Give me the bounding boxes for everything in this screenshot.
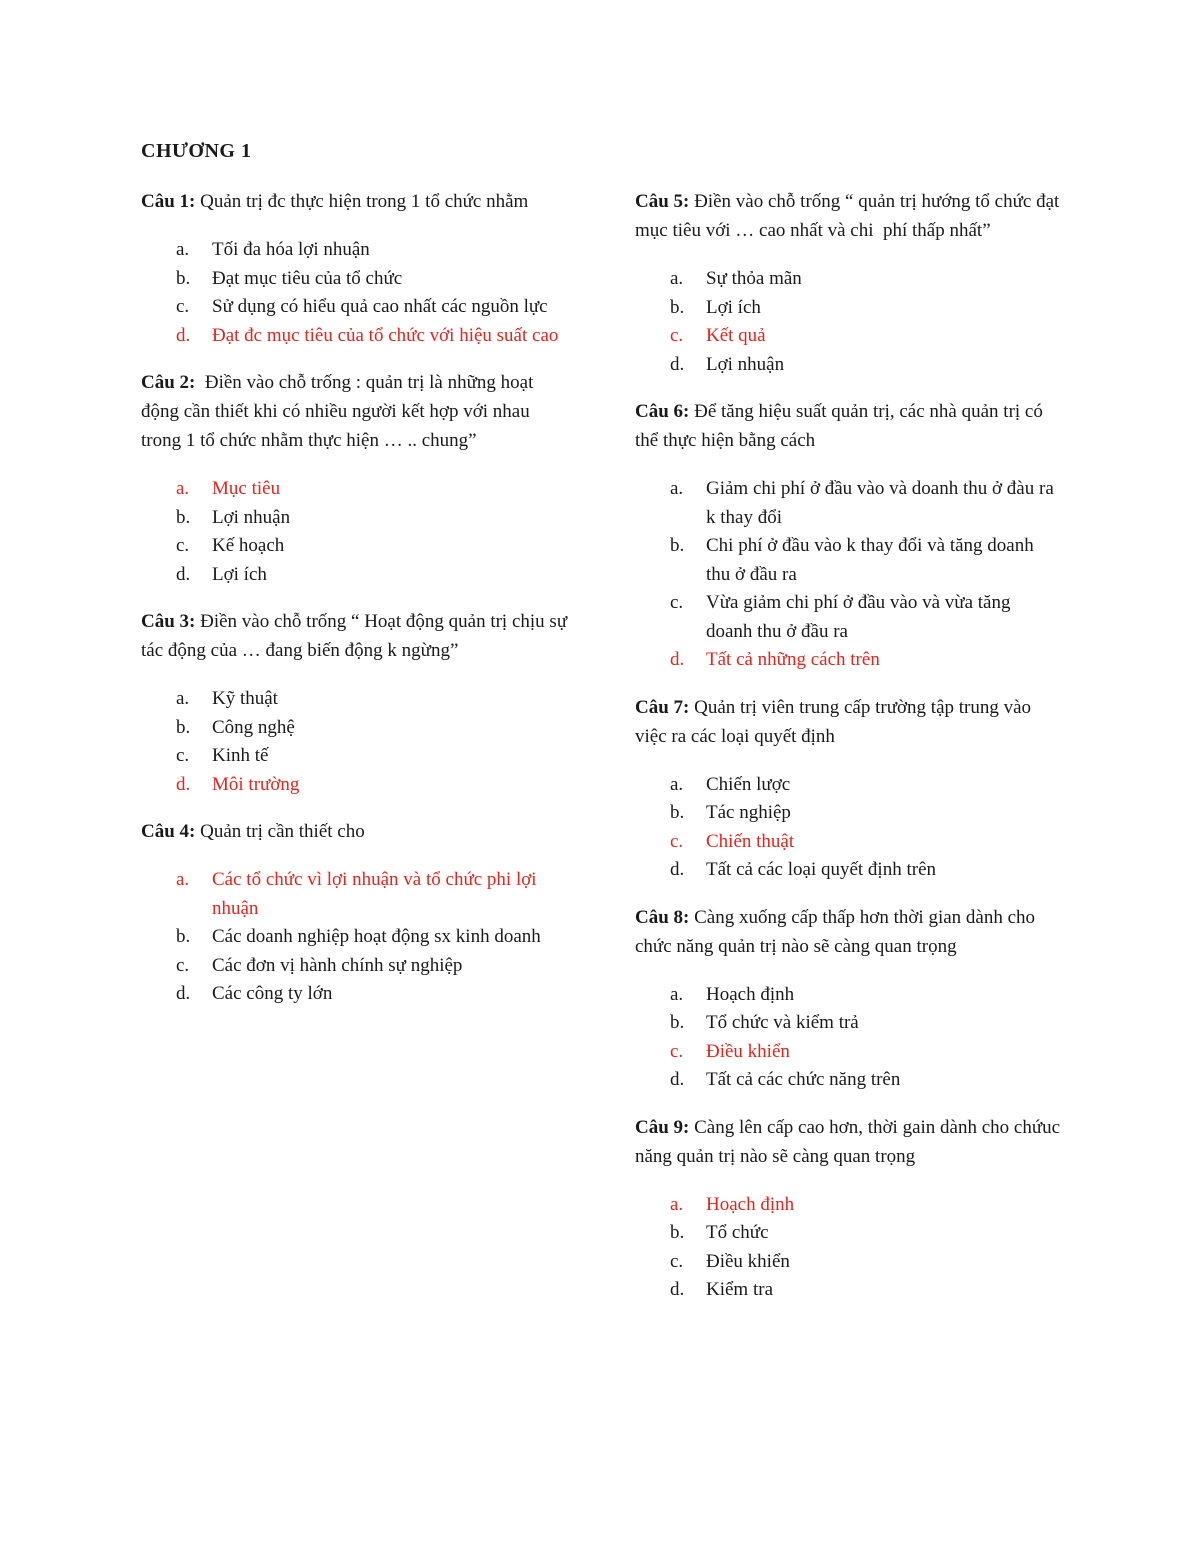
answer-text: Chiến lược — [706, 773, 791, 795]
answer-letter: d. — [670, 859, 685, 880]
question-body: Quản trị cần thiết cho — [195, 821, 365, 842]
answer-text: Điều khiển — [706, 1250, 790, 1272]
answer-text: Kinh tế — [212, 745, 269, 766]
answer-text: Lợi ích — [212, 563, 267, 585]
answer-option — [141, 561, 571, 590]
answer-option — [635, 294, 1065, 323]
answer-option-correct — [635, 1038, 1065, 1067]
answer-list — [635, 771, 1065, 885]
question-text — [141, 187, 571, 216]
question-block — [635, 187, 1065, 379]
left-column — [141, 187, 571, 1027]
question-text — [141, 607, 571, 665]
question-block — [635, 1113, 1065, 1305]
answer-option — [635, 981, 1065, 1010]
answer-text: Chi phí ở đầu vào k thay đổi và tăng doanh thu ở đầu ra — [706, 535, 1034, 585]
answer-letter: d. — [176, 773, 191, 795]
question-text — [635, 397, 1065, 455]
answer-text: Sử dụng có hiểu quả cao nhất các nguồn lực — [212, 296, 548, 317]
question-text — [141, 368, 571, 455]
answer-letter: b. — [176, 506, 191, 528]
right-column — [635, 187, 1065, 1323]
answer-option — [635, 1009, 1065, 1038]
answer-text: Sự thỏa mãn — [706, 268, 802, 289]
answer-letter: a. — [176, 239, 190, 260]
question-block — [141, 817, 571, 1009]
question-label: Câu 3: — [141, 611, 196, 632]
answer-option — [141, 980, 571, 1009]
answer-letter: b. — [670, 1012, 685, 1033]
question-text — [635, 693, 1065, 751]
answer-list — [635, 981, 1065, 1095]
answer-option-correct — [141, 322, 571, 351]
answer-option — [141, 265, 571, 294]
answer-letter: a. — [670, 478, 684, 499]
question-text — [635, 187, 1065, 245]
question-label: Câu 7: — [635, 696, 690, 718]
answer-option-correct — [141, 866, 571, 923]
answer-letter: a. — [670, 268, 684, 289]
answer-text: Kỹ thuật — [212, 688, 278, 709]
answer-letter: d. — [176, 324, 191, 346]
question-block — [141, 368, 571, 589]
answer-text: Điều khiển — [706, 1040, 790, 1062]
answer-option — [141, 742, 571, 771]
answer-option — [141, 293, 571, 322]
answer-text: Lợi nhuận — [212, 506, 291, 528]
answer-letter: c. — [670, 325, 684, 346]
question-label: Câu 1: — [141, 191, 196, 212]
answer-letter: c. — [670, 592, 684, 613]
answer-option — [635, 1066, 1065, 1095]
answer-option — [635, 1276, 1065, 1305]
answer-option — [141, 236, 571, 265]
answer-option — [635, 771, 1065, 800]
answer-text: Vừa giảm chi phí ở đầu vào và vừa tăng doanh thu ở đầu ra — [706, 592, 1011, 642]
answer-text: Tất cả các loại quyết định trên — [706, 859, 937, 880]
answer-letter: d. — [670, 353, 685, 375]
answer-letter: a. — [176, 478, 190, 499]
question-body: Điền vào chỗ trống : quản trị là những hoạt động cần thiết khi có nhiều người kết hợp với nhau trong 1 tổ chức nhằm thực hiện … .. chung” — [141, 372, 539, 451]
answer-option-correct — [635, 322, 1065, 351]
answer-text: Các doanh nghiệp hoạt động sx kinh doanh — [212, 926, 541, 947]
answer-text: Các đơn vị hành chính sự nghiệp — [212, 954, 463, 976]
question-label: Câu 8: — [635, 906, 690, 928]
answer-option — [635, 856, 1065, 885]
answer-list — [141, 685, 571, 799]
answer-option — [635, 1219, 1065, 1248]
answer-text: Tối đa hóa lợi nhuận — [212, 239, 370, 260]
answer-option — [635, 532, 1065, 589]
question-block — [635, 693, 1065, 885]
answer-letter: c. — [176, 954, 190, 976]
answer-option-correct — [635, 1191, 1065, 1220]
question-body: Để tăng hiệu suất quản trị, các nhà quản trị có thể thực hiện bằng cách — [635, 401, 1048, 451]
answer-option — [141, 504, 571, 533]
answer-list — [141, 475, 571, 589]
question-body: Quản trị đc thực hiện trong 1 tổ chức nhằm — [195, 191, 529, 212]
answer-text: Kết quả — [706, 325, 766, 346]
answer-letter: a. — [670, 1193, 684, 1215]
answer-letter: b. — [176, 267, 191, 289]
answer-option — [635, 265, 1065, 294]
question-text — [635, 903, 1065, 961]
question-label: Câu 5: — [635, 191, 690, 212]
answer-letter: a. — [176, 869, 190, 890]
answer-option — [635, 1248, 1065, 1277]
answer-text: Lợi ích — [706, 296, 761, 318]
question-block — [141, 187, 571, 350]
question-block — [141, 607, 571, 799]
answer-text: Tất cả những cách trên — [706, 649, 880, 670]
answer-letter: c. — [670, 1040, 684, 1062]
answer-text: Hoạch định — [706, 1193, 795, 1215]
chapter-title: CHƯƠNG 1 — [141, 140, 252, 162]
answer-letter: a. — [670, 983, 684, 1005]
answer-letter: b. — [670, 802, 685, 823]
answer-letter: c. — [176, 535, 190, 556]
answer-list — [635, 475, 1065, 675]
answer-text: Chiến thuật — [706, 830, 795, 852]
answer-option — [141, 685, 571, 714]
answer-option-correct — [141, 475, 571, 504]
answer-option — [635, 799, 1065, 828]
answer-text: Tổ chức — [706, 1222, 769, 1243]
question-label: Câu 4: — [141, 821, 196, 842]
question-body: Quản trị viên trung cấp trường tập trung vào việc ra các loại quyết định — [635, 696, 1036, 747]
question-body: Điền vào chỗ trống “ quản trị hướng tổ chức đạt mục tiêu với … cao nhất và chi phí thấp nhất” — [635, 191, 1065, 241]
answer-letter: b. — [670, 1222, 685, 1243]
answer-option-correct — [141, 771, 571, 800]
question-block — [635, 903, 1065, 1095]
answer-text: Đạt đc mục tiêu của tổ chức với hiệu suất cao — [212, 324, 559, 346]
answer-letter: d. — [670, 1279, 685, 1300]
answer-option — [141, 532, 571, 561]
answer-letter: c. — [670, 830, 684, 852]
answer-option — [635, 351, 1065, 380]
answer-letter: a. — [176, 688, 190, 709]
answer-letter: a. — [670, 773, 684, 795]
answer-letter: d. — [670, 1069, 685, 1090]
answer-text: Đạt mục tiêu của tổ chức — [212, 267, 403, 289]
question-body: Càng lên cấp cao hơn, thời gain dành cho chứuc năng quản trị nào sẽ càng quan trọng — [635, 1116, 1065, 1167]
answer-text: Các tổ chức vì lợi nhuận và tổ chức phi lợi nhuận — [212, 869, 537, 919]
answer-text: Mục tiêu — [212, 478, 281, 499]
question-text — [635, 1113, 1065, 1171]
answer-text: Các công ty lớn — [212, 983, 333, 1004]
answer-letter: b. — [176, 716, 191, 738]
answer-list — [635, 265, 1065, 379]
answer-option — [635, 475, 1065, 532]
answer-letter: b. — [670, 296, 685, 318]
question-label: Câu 9: — [635, 1116, 690, 1138]
question-text — [141, 817, 571, 846]
answer-option — [141, 923, 571, 952]
answer-letter: c. — [176, 296, 190, 317]
question-body: Điền vào chỗ trống “ Hoạt động quản trị chịu sự tác động của … đang biến động k ngừng” — [141, 611, 572, 661]
question-body: Càng xuống cấp thấp hơn thời gian dành cho chức năng quản trị nào sẽ càng quan trọng — [635, 906, 1040, 957]
answer-text: Kiểm tra — [706, 1279, 774, 1300]
answer-option-correct — [635, 646, 1065, 675]
answer-letter: d. — [176, 563, 191, 585]
answer-letter: c. — [670, 1250, 684, 1272]
answer-letter: d. — [176, 983, 191, 1004]
answer-text: Kế hoạch — [212, 535, 285, 556]
answer-list — [141, 236, 571, 350]
answer-text: Tác nghiệp — [706, 802, 791, 823]
answer-text: Công nghệ — [212, 716, 295, 738]
question-label: Câu 6: — [635, 401, 690, 422]
answer-letter: b. — [670, 535, 685, 556]
answer-option — [141, 714, 571, 743]
answer-text: Lợi nhuận — [706, 353, 785, 375]
answer-text: Môi trường — [212, 773, 300, 795]
answer-text: Giảm chi phí ở đầu vào và doanh thu ở đàu ra k thay đổi — [706, 478, 1054, 528]
answer-letter: c. — [176, 745, 190, 766]
answer-text: Hoạch định — [706, 983, 795, 1005]
answer-option-correct — [635, 828, 1065, 857]
answer-list — [635, 1191, 1065, 1305]
answer-option — [141, 952, 571, 981]
question-block — [635, 397, 1065, 675]
question-label: Câu 2: — [141, 372, 196, 393]
answer-letter: d. — [670, 649, 685, 670]
answer-text: Tất cả các chức năng trên — [706, 1069, 901, 1090]
answer-letter: b. — [176, 926, 191, 947]
answer-text: Tổ chức và kiểm trả — [706, 1012, 859, 1033]
answer-option — [635, 589, 1065, 646]
answer-list — [141, 866, 571, 1009]
